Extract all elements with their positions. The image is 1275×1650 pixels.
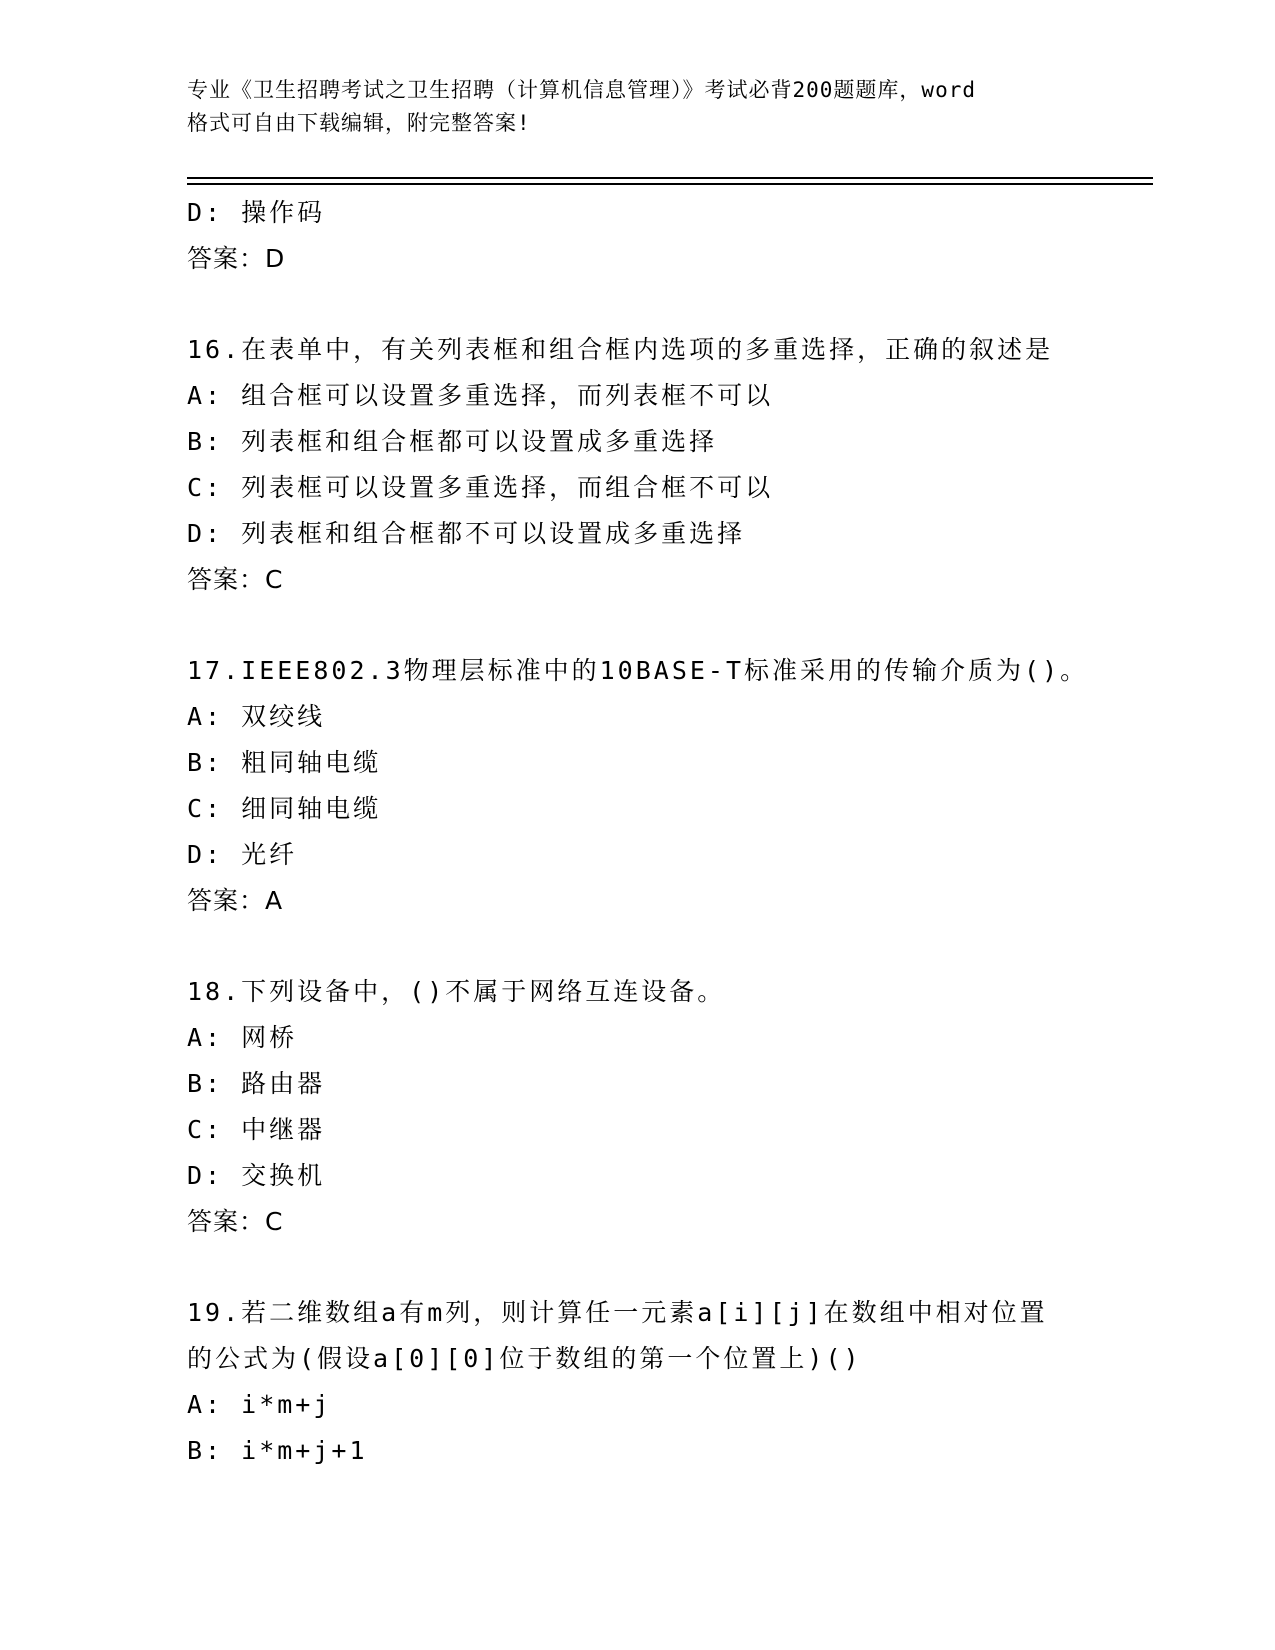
question-18-option-c: C: 中继器 [187, 1115, 326, 1144]
document-header [187, 74, 1087, 140]
question-17-option-b: B: 粗同轴电缆 [187, 748, 382, 777]
question-spacer [187, 1245, 1087, 1290]
question-list [187, 190, 1087, 1474]
question-spacer [187, 924, 1087, 969]
question-15-option-d: D: 操作码 [187, 198, 326, 227]
question-16-option-a: A: 组合框可以设置多重选择，而列表框不可以 [187, 381, 774, 410]
question-15-tail [187, 190, 1087, 282]
question-18-stem: 18.下列设备中，()不属于网络互连设备。 [187, 977, 726, 1006]
question-18-answer: 答案：C [187, 1207, 284, 1236]
question-19-stem-line-1: 19.若二维数组a有m列，则计算任一元素a[i][j]在数组中相对位置 [187, 1298, 1048, 1327]
question-18-option-a: A: 网桥 [187, 1023, 298, 1052]
question-18-option-b: B: 路由器 [187, 1069, 326, 1098]
question-16 [187, 327, 1087, 603]
header-title-line-1: 专业《卫生招聘考试之卫生招聘（计算机信息管理）》考试必背200题题库，word [187, 78, 976, 102]
header-title-line-2: 格式可自由下载编辑，附完整答案! [187, 111, 531, 135]
question-18 [187, 969, 1087, 1245]
question-19-option-b: B: i*m+j+1 [187, 1436, 368, 1465]
question-17-option-a: A: 双绞线 [187, 702, 326, 731]
question-17-stem: 17.IEEE802.3物理层标准中的10BASE-T标准采用的传输介质为()。 [187, 656, 1089, 685]
question-16-option-c: C: 列表框可以设置多重选择，而组合框不可以 [187, 473, 774, 502]
question-spacer [187, 282, 1087, 327]
header-divider-top [187, 177, 1153, 179]
question-16-option-b: B: 列表框和组合框都可以设置成多重选择 [187, 427, 718, 456]
question-16-answer: 答案：C [187, 565, 284, 594]
question-17-option-d: D: 光纤 [187, 840, 298, 869]
question-19 [187, 1290, 1087, 1474]
question-15-answer: 答案：D [187, 244, 286, 273]
question-16-stem: 16.在表单中，有关列表框和组合框内选项的多重选择，正确的叙述是 [187, 335, 1054, 364]
question-19-option-a: A: i*m+j [187, 1390, 332, 1419]
question-17 [187, 648, 1087, 924]
question-16-option-d: D: 列表框和组合框都不可以设置成多重选择 [187, 519, 746, 548]
question-spacer [187, 603, 1087, 648]
question-17-answer: 答案：A [187, 886, 284, 915]
question-18-option-d: D: 交换机 [187, 1161, 326, 1190]
question-19-stem-line-2: 的公式为(假设a[0][0]位于数组的第一个位置上)() [187, 1344, 862, 1373]
question-17-option-c: C: 细同轴电缆 [187, 794, 382, 823]
header-divider-bottom [187, 183, 1153, 185]
